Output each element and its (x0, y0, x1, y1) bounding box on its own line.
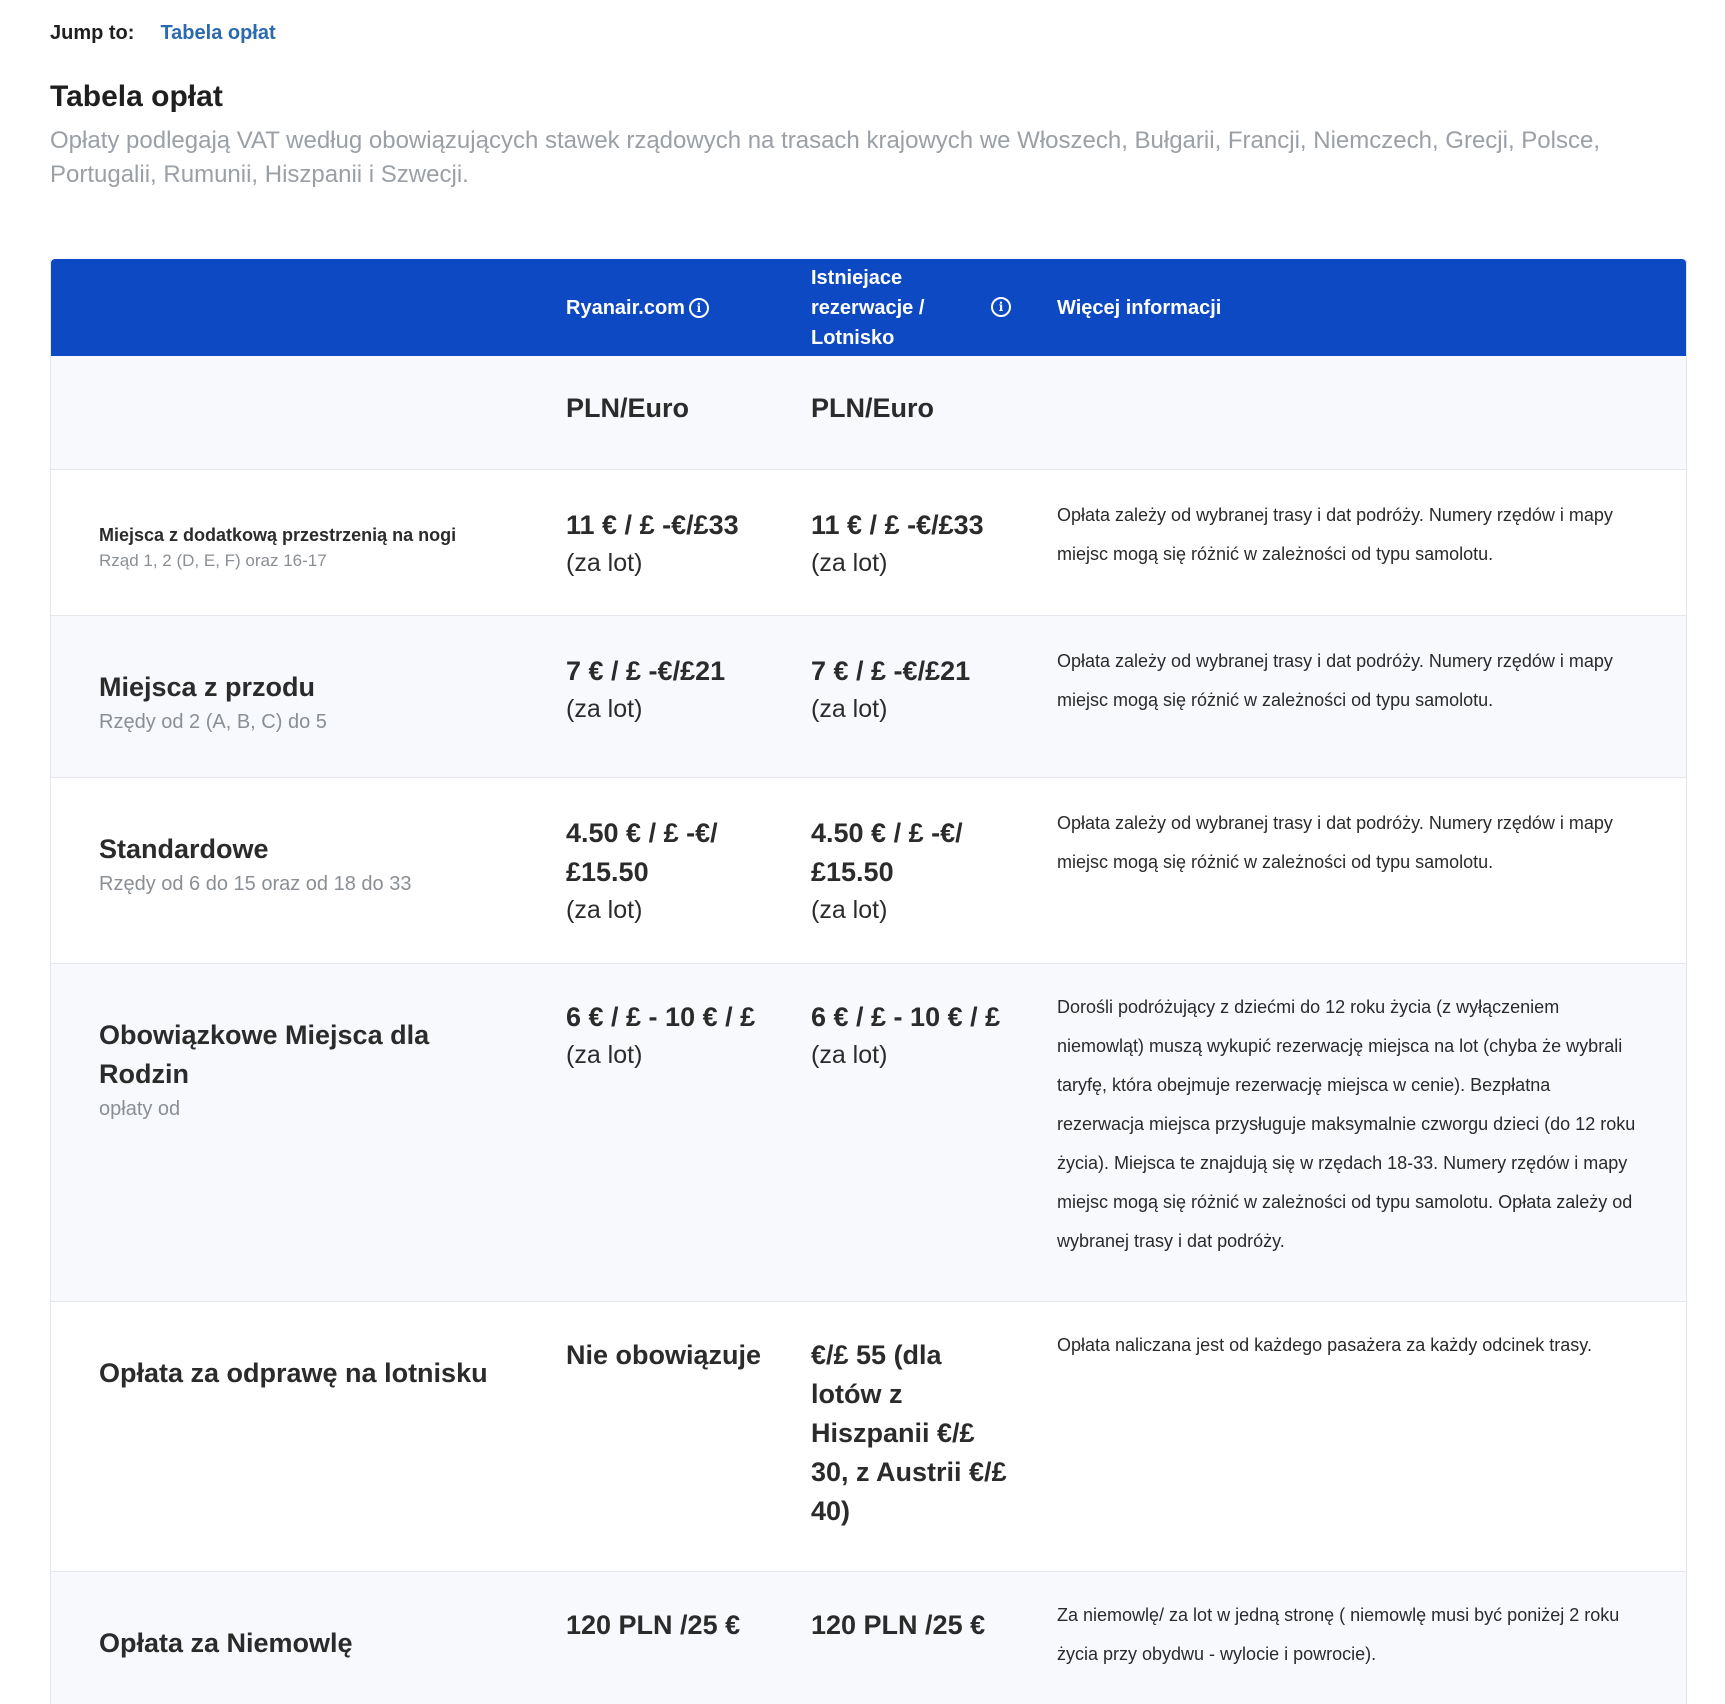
existing-price: 6 € / £ - 10 € / £ (811, 1002, 1001, 1032)
page-title: Tabela opłat (50, 80, 223, 113)
row-name: Miejsca z przodu (99, 672, 316, 702)
info-text: Dorośli podróżujący z dziećmi do 12 roku życia (z wyłączeniem niemowląt) muszą wykupić rezerwację miejsca na lot (chyba że wybrali taryfę, która obejmuje rezerwację miejsca w cenie). Bezpłatna rezerwacja miejsca przysługuje maksymalnie czworgu dzieci (do 12 roku życia). Miejsca te znajdują się w rzędach 18-33. Numery rzędów i mapy miejsc mogą się różnić w zależności od typu samolotu. Opłata zależy od wybranej trasy i dat podróży. (1057, 997, 1636, 1251)
ryanair-price: 11 € / £ -€/£33 (566, 510, 739, 540)
info-icon[interactable]: i (689, 298, 709, 318)
row-name-cell (99, 1354, 488, 1393)
existing-price: 120 PLN /25 € (811, 1610, 986, 1640)
ryanair-price: 4.50 € / £ -€/ £15.50 (566, 818, 718, 887)
ryanair-price: 7 € / £ -€/£21 (566, 656, 726, 686)
existing-price: 11 € / £ -€/£33 (811, 510, 984, 540)
existing-per: (za lot) (811, 695, 888, 723)
table-row (51, 616, 1686, 778)
table-row-currency (51, 356, 1686, 470)
jump-to-label: Jump to: (50, 22, 135, 44)
currency-existing: PLN/Euro (811, 393, 935, 423)
table-row (51, 1572, 1686, 1704)
existing-price: 7 € / £ -€/£21 (811, 656, 971, 686)
row-subtitle: Rząd 1, 2 (D, E, F) oraz 16-17 (99, 551, 327, 570)
info-text: Opłata zależy od wybranej trasy i dat podróży. Numery rzędów i mapy miejsc mogą się różnić w zależności od typu samolotu. (1057, 505, 1613, 564)
info-text: Opłata zależy od wybranej trasy i dat podróży. Numery rzędów i mapy miejsc mogą się różnić w zależności od typu samolotu. (1057, 651, 1613, 710)
existing-price-cell (811, 1606, 1026, 1645)
row-name-cell (99, 1016, 469, 1124)
jump-to-nav (50, 22, 276, 45)
existing-price-cell (811, 652, 1026, 727)
ryanair-price: 6 € / £ - 10 € / £ (566, 1002, 756, 1032)
column-header-more-info (1057, 259, 1221, 356)
table-header (51, 259, 1686, 356)
ryanair-per: (za lot) (566, 695, 643, 723)
ryanair-price: 120 PLN /25 € (566, 1610, 741, 1640)
ryanair-price-cell (566, 998, 796, 1073)
info-text: Opłata naliczana jest od każdego pasażera za każdy odcinek trasy. (1057, 1335, 1592, 1355)
info-text: Za niemowlę/ za lot w jedną stronę ( niemowlę musi być poniżej 2 roku życia przy obydwu - wylocie i powrocie). (1057, 1605, 1620, 1664)
row-name: Opłata za Niemowlę (99, 1628, 353, 1658)
column-header-existing-label: Istniejace rezerwacje / Lotnisko (811, 266, 925, 349)
info-text: Opłata zależy od wybranej trasy i dat podróży. Numery rzędów i mapy miejsc mogą się różnić w zależności od typu samolotu. (1057, 813, 1613, 872)
existing-price-cell (811, 1336, 1011, 1531)
row-name: Obowiązkowe Miejsca dla Rodzin (99, 1020, 430, 1089)
ryanair-price: Nie obowiązuje (566, 1340, 762, 1370)
row-name-cell (99, 830, 411, 899)
table-row (51, 778, 1686, 964)
existing-price-cell (811, 506, 1026, 581)
row-subtitle: Rzędy od 6 do 15 oraz od 18 do 33 (99, 873, 412, 895)
ryanair-price-cell (566, 1606, 796, 1645)
ryanair-price-cell (566, 652, 796, 727)
existing-per: (za lot) (811, 549, 888, 577)
existing-per: (za lot) (811, 1041, 888, 1069)
row-name: Opłata za odprawę na lotnisku (99, 1358, 488, 1388)
ryanair-price-cell (566, 814, 756, 928)
ryanair-per: (za lot) (566, 549, 643, 577)
row-name-cell (99, 522, 456, 574)
table-row (51, 470, 1686, 616)
currency-ryanair: PLN/Euro (566, 393, 690, 423)
existing-price: €/£ 55 (dla lotów z Hiszpanii €/£ 30, z Austrii €/£ 40) (811, 1340, 1007, 1526)
existing-price-cell (811, 814, 1001, 928)
row-name-cell (99, 668, 327, 737)
row-name-cell (99, 1624, 353, 1663)
jump-link-fee-table[interactable]: Tabela opłat (160, 22, 276, 44)
ryanair-price-cell (566, 506, 796, 581)
table-row (51, 964, 1686, 1302)
info-icon[interactable]: i (991, 297, 1011, 317)
row-name: Miejsca z dodatkową przestrzenią na nogi (99, 525, 457, 545)
column-header-more-label: Więcej informacji (1057, 296, 1222, 319)
fee-table (50, 259, 1687, 1704)
ryanair-per: (za lot) (566, 896, 643, 924)
row-subtitle: Rzędy od 2 (A, B, C) do 5 (99, 711, 327, 733)
row-subtitle: opłaty od (99, 1098, 181, 1120)
ryanair-per: (za lot) (566, 1041, 643, 1069)
existing-price: 4.50 € / £ -€/ £15.50 (811, 818, 963, 887)
ryanair-price-cell (566, 1336, 796, 1375)
column-header-existing (811, 259, 961, 356)
page-subtitle: Opłaty podlegają VAT według obowiązujących stawek rządowych na trasach krajowych we Włoszech, Bułgarii, Francji, Niemczech, Grecji, Polsce, Portugalii, Rumunii, Hiszpanii i Szwecji. (50, 127, 1600, 188)
column-header-ryanair (566, 259, 709, 356)
column-header-ryanair-label: Ryanair.com (566, 296, 685, 319)
existing-price-cell (811, 998, 1026, 1073)
row-name: Standardowe (99, 834, 269, 864)
existing-per: (za lot) (811, 896, 888, 924)
table-row (51, 1302, 1686, 1572)
